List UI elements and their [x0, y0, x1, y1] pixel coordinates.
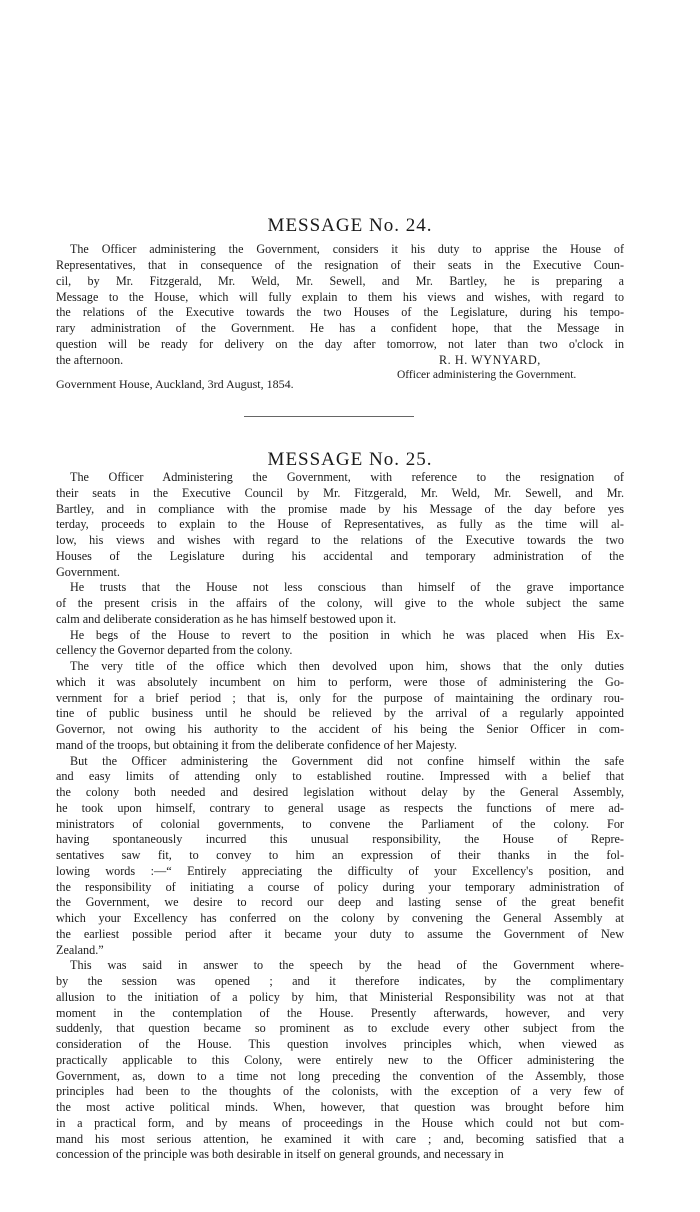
text-line: He trusts that the House not less conscious than himself of the grave importance [70, 580, 624, 595]
text-line: the responsibility of initiating a course of policy during your temporary administration of [56, 879, 624, 894]
text-line: lowing words :—“ Entirely appreciating the difficulty of your Excellency's position, and [56, 863, 624, 878]
text-line: sentatives saw fit, to convey to him an expression of their thanks in the fol- [56, 848, 624, 862]
text-line: But the Officer administering the Government did not confine himself within the safe [70, 753, 624, 768]
text-line: mand his most serious attention, he examined it with care ; and, becoming satisfied that a [56, 1131, 624, 1146]
message-24-title: MESSAGE No. 24. [267, 215, 433, 236]
paragraph [56, 659, 624, 754]
text-line: of the present crisis in the affairs of the colony, will give to the whole subject the same [56, 596, 624, 610]
text-line: moment in the contemplation of the House. Presently afterwards, however, and very [56, 1005, 624, 1020]
text-line: The Officer administering the Government, considers it his duty to apprise the House of [70, 242, 624, 256]
message-24-body [56, 242, 624, 369]
text-line: ministrators of colonial governments, to convene the Parliament of the colony. For [56, 816, 624, 831]
text-line: practically applicable to this Colony, were entirely new to the Officer administering the [56, 1052, 624, 1067]
text-line: concession of the principle was both desirable in itself on general grounds, and necessary in [56, 1147, 504, 1162]
paragraph [56, 628, 624, 660]
text-line: having spontaneously incurred this unusual responsibility, the House of Repre- [56, 832, 624, 847]
message-25-title: MESSAGE No. 25. [267, 449, 433, 470]
text-line: the colony both needed and desired legislation without delay by the General Assembly, [56, 785, 624, 799]
text-line: Message to the House, which will fully explain to them his views and wishes, with regard to [56, 289, 624, 304]
text-line: he took upon himself, contrary to general usage as respects the functions of mere ad- [56, 800, 624, 815]
text-line: Bartley, and in compliance with the promise made by his Message of the day before yes [56, 501, 624, 516]
text-line: consideration of the House. This question involves principles which, when viewed as [56, 1037, 624, 1051]
text-line: the most active political minds. When, however, that question was brought before him [56, 1100, 624, 1114]
place-date: Government House, Auckland, 3rd August, 1854. [56, 377, 294, 391]
paragraph [56, 470, 624, 580]
text-line: question will be ready for delivery on the day after tomorrow, not later than two o'clock in [56, 337, 624, 352]
text-line: The very title of the office which then devolved upon him, shows that the only duties [70, 659, 624, 673]
text-line: Houses of the Legislature during his accidental and temporary administration of the [56, 548, 624, 563]
text-line: Zealand.” [56, 942, 104, 957]
text-line: calm and deliberate consideration as he has himself bestowed upon it. [56, 611, 397, 626]
text-line: vernment for a brief period ; that is, only for the purpose of maintaining the ordinary rou- [56, 690, 624, 705]
text-line: rary administration of the Government. He has a confident hope, that the Message in [56, 321, 624, 336]
signature-name: R. H. WYNYARD, [439, 353, 541, 367]
text-line: terday, proceeds to explain to the House of Representatives, as fully as the time will al- [56, 517, 624, 532]
text-line: cellency the Governor departed from the colony. [56, 643, 293, 658]
text-line: suddenly, that question became so prominent as to exclude every other subject from the [56, 1021, 624, 1036]
text-line: Government. [56, 564, 120, 579]
text-line: allusion to the initiation of a policy by him, that Ministerial Responsibility was not at that [56, 989, 624, 1004]
text-line: which your Excellency has conferred on the colony by convening the General Assembly at [56, 911, 624, 925]
section-divider [244, 416, 414, 417]
text-line: principles had been to the thoughts of the colonists, with the exception of a very few of [56, 1084, 624, 1099]
text-line: Governor, not owing his authority to the accident of his being the Senior Officer in com- [56, 722, 624, 736]
text-line: their seats in the Executive Council by Mr. Fitzgerald, Mr. Weld, Mr. Sewell, and Mr. [56, 485, 624, 500]
text-line: He begs of the House to revert to the position in which he was placed when His Ex- [70, 627, 624, 642]
text-line: the relations of the Executive towards the two Houses of the Legislature, during his tempo- [56, 305, 624, 320]
text-line: the afternoon. [56, 352, 124, 367]
text-line: in a practical form, and by means of proceedings in the House which could not but com- [56, 1115, 624, 1130]
text-line: This was said in answer to the speech by the head of the Government where- [70, 958, 624, 973]
text-line: the Government, we desire to record our deep and lasting sense of the great benefit [56, 895, 624, 910]
paragraph [56, 754, 624, 959]
message-25-body [56, 470, 624, 1163]
text-line: which it was absolutely incumbent on him to perform, were those of administering the Go- [56, 674, 624, 689]
text-line: and easy limits of attending only to established routine. Impressed with a belief that [56, 769, 624, 784]
text-line: by the session was opened ; and it therefore indicates, by the complimentary [56, 974, 624, 988]
text-line: cil, by Mr. Fitzgerald, Mr. Weld, Mr. Sewell, and Mr. Bartley, he is preparing a [56, 273, 624, 288]
text-line: The Officer Administering the Government, with reference to the resignation of [70, 470, 624, 484]
text-line: Government, as, down to a time not long preceding the convention of the Assembly, those [56, 1068, 624, 1083]
text-line: tine of public business until he should be relieved by the arrival of a regularly appointed [56, 706, 624, 721]
text-line: low, his views and wishes with regard to the relations of the Executive towards the two [56, 533, 624, 547]
paragraph [56, 580, 624, 627]
signature-title: Officer administering the Government. [397, 369, 577, 381]
text-line: Representatives, that in consequence of the resignation of their seats in the Executive Coun- [56, 257, 624, 272]
text-line: mand of the troops, but obtaining it from the deliberate confidence of her Majesty. [56, 737, 457, 752]
text-line: the earliest possible period after it became your duty to assume the Government of New [56, 926, 624, 941]
paragraph [56, 958, 624, 1163]
